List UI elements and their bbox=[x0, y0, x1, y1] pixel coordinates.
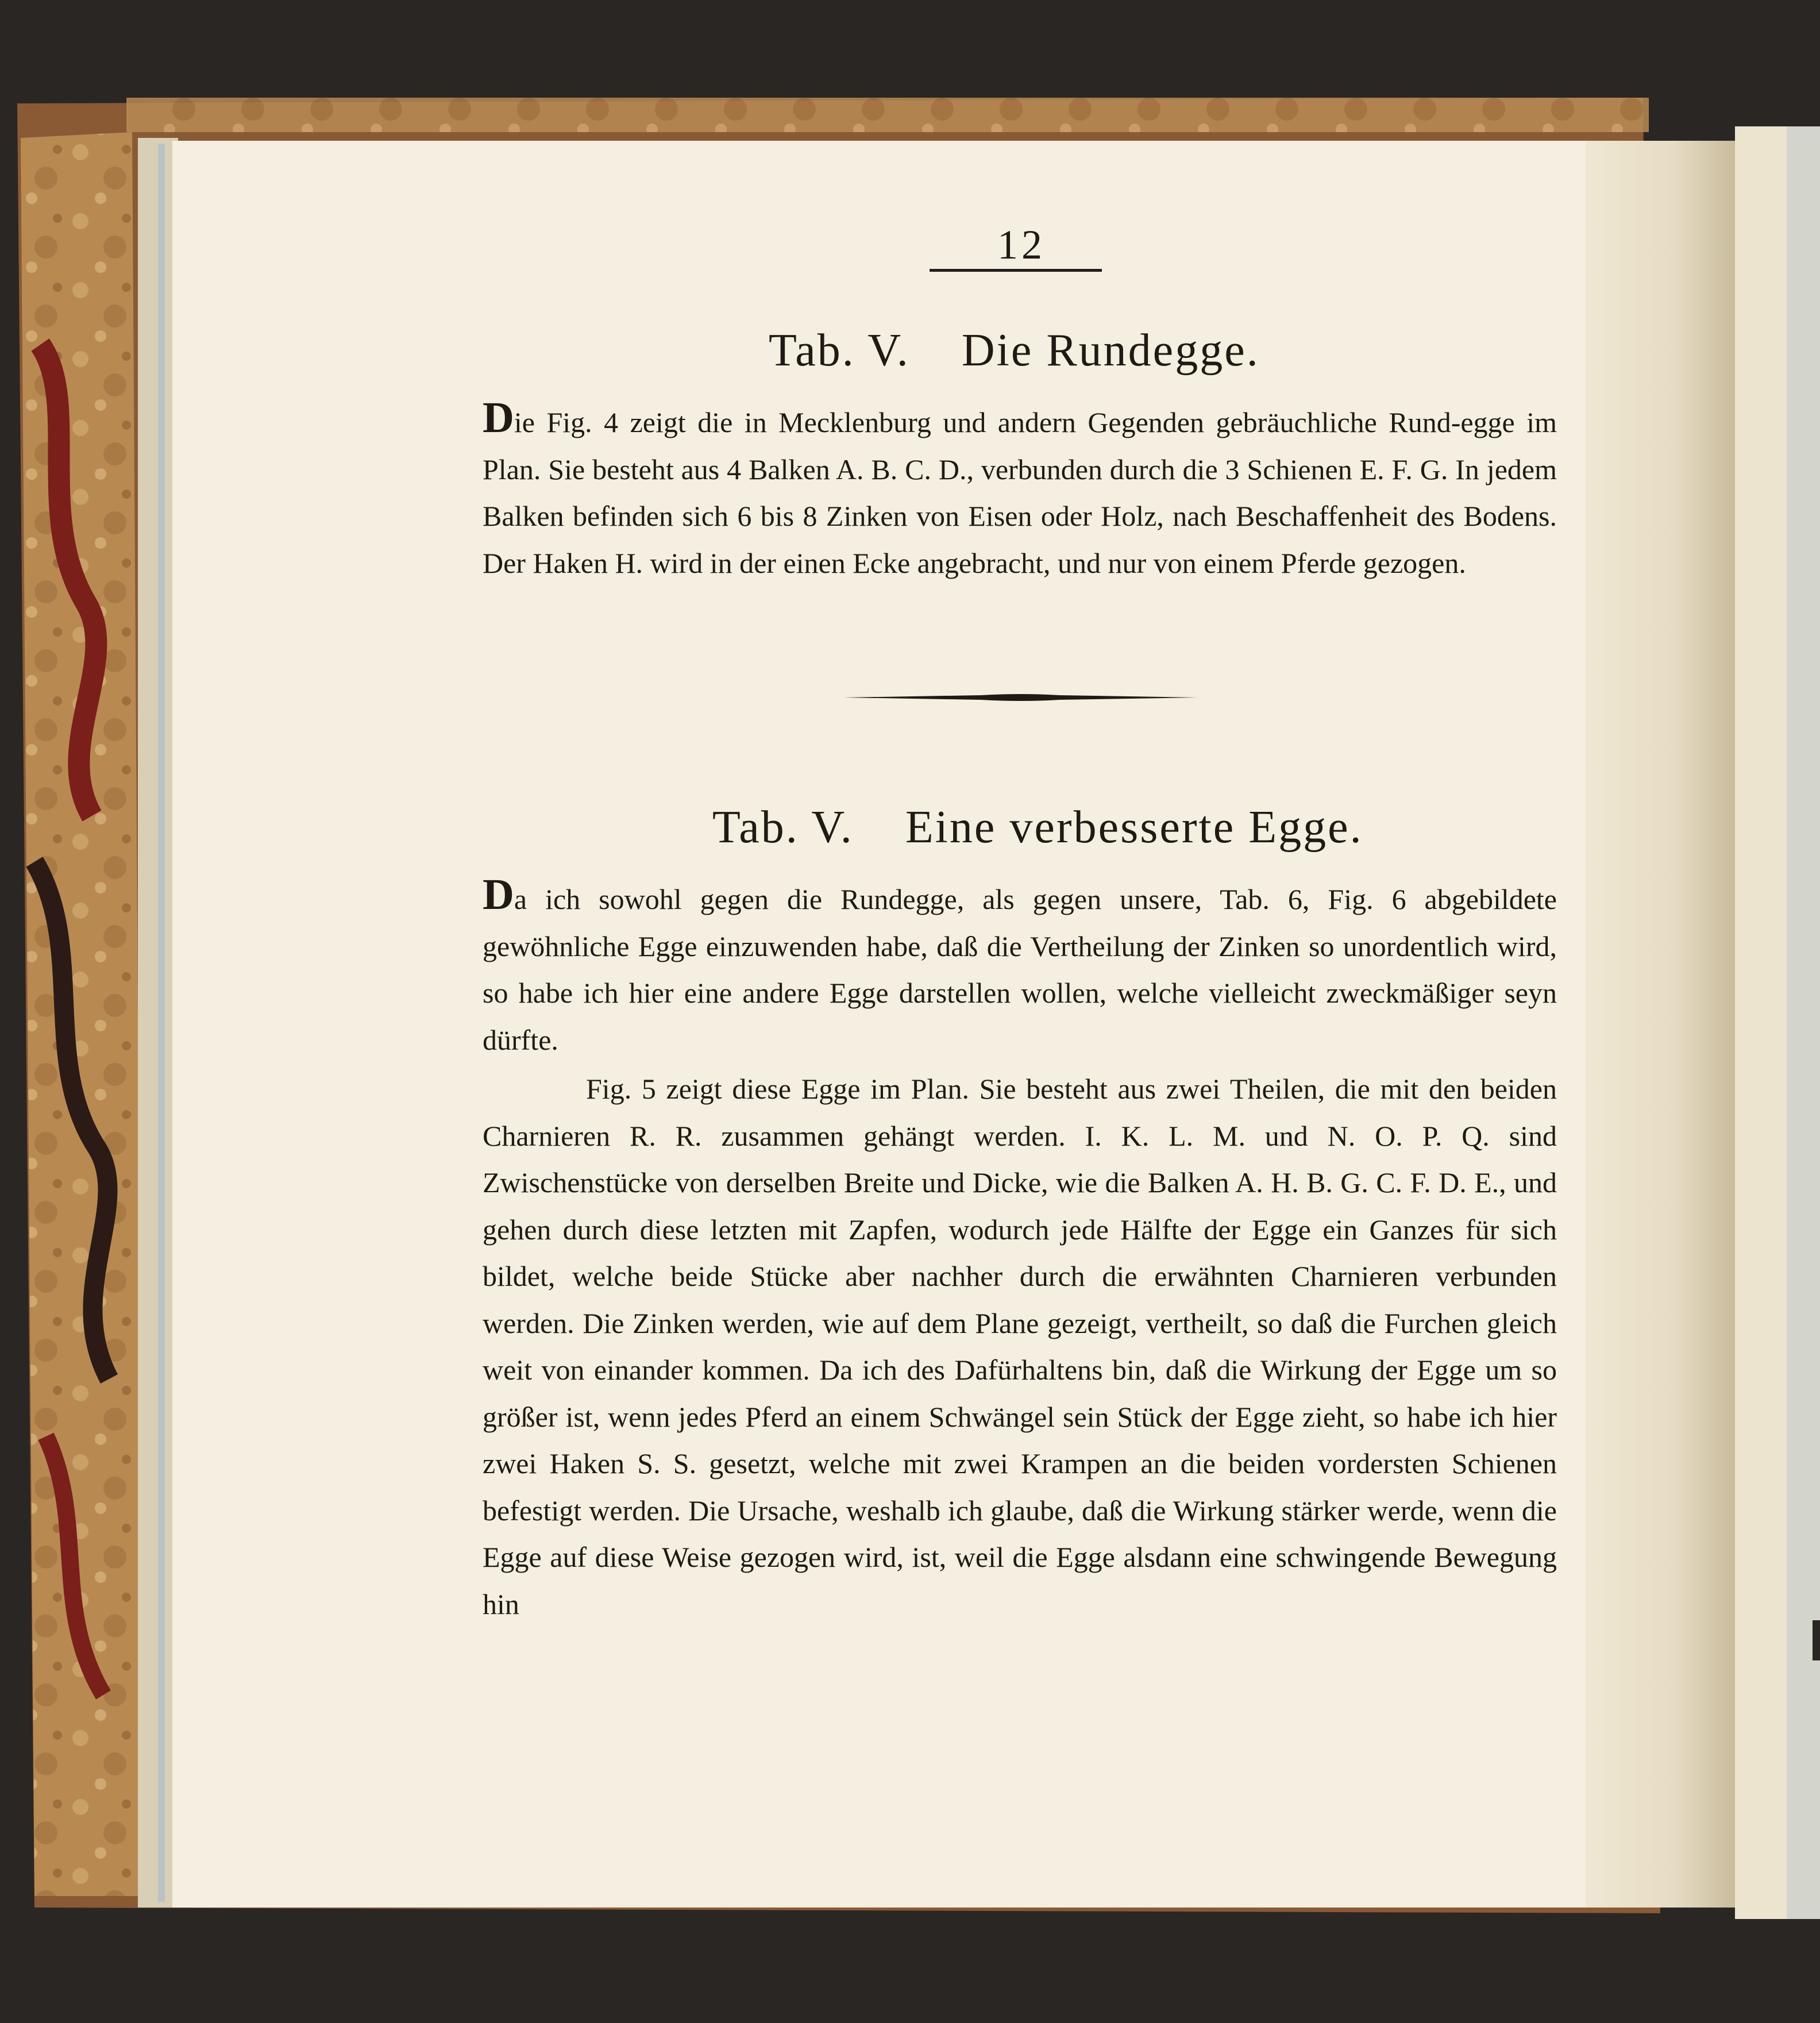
section1-heading-tab: Tab. V. bbox=[769, 325, 910, 376]
page-number-rule bbox=[930, 269, 1102, 272]
section1-heading bbox=[769, 325, 1260, 377]
section2-paragraph-1 bbox=[483, 870, 1557, 1063]
section-divider bbox=[843, 692, 1197, 703]
page-number: 12 bbox=[997, 222, 1046, 268]
section2-heading bbox=[712, 802, 1363, 854]
section2-paragraph-2 bbox=[483, 1066, 1557, 1628]
section1-text: ie Fig. 4 zeigt die in Mecklenburg und andern Gegenden gebräuchliche Rund-egge im Plan. Sie besteht aus 4 Balken A. B. C. D., verbunden durch die 3 Schienen E. F. G. In jedem Balken befinden sich 6 bis 8 Zinken von Eisen oder Holz, nach Beschaffenheit des Bodens. Der Haken H. wird in der einen Ecke angebracht, und nur von einem Pferde gezogen. bbox=[483, 406, 1557, 579]
section2-paragraph-2-text: Fig. 5 zeigt diese Egge im Plan. Sie besteht aus zwei Theilen, die mit den beiden Charnieren R. R. zusammen gehängt werden. I. K. L. M. und N. O. P. Q. sind Zwischenstücke von derselben Breite und Dicke, wie die Balken A. H. B. G. C. F. D. E., und gehen durch diese letzten mit Zapfen, wodurch jede Hälfte der Egge ein Ganzes für sich bildet, welche beide Stücke aber nachher durch die erwähnten Charnieren verbunden werden. Die Zinken werden, wie auf dem Plane gezeigt, vertheilt, so daß die Furchen gleich weit von einander kommen. Da ich des Dafürhaltens bin, daß die Wirkung der Egge um so größer ist, wenn jedes Pferd an einem Schwängel sein Stück der Egge zieht, so habe ich hier zwei Haken S. S. gesetzt, welche mit zwei Krampen an die beiden vordersten Schienen befestigt werden. Die Ursache, weshalb ich glaube, daß die Wirkung stärker werde, wenn die Egge auf diese Weise gezogen wird, ist, weil die Egge alsdann eine schwingende Bewegung hin bbox=[483, 1073, 1557, 1620]
section1-heading-title: Die Rundegge. bbox=[961, 325, 1260, 376]
section2-heading-tab: Tab. V. bbox=[712, 802, 854, 853]
section1-dropcap: D bbox=[483, 394, 514, 442]
section2-paragraph-1-text: a ich sowohl gegen die Rundegge, als gegen unsere, Tab. 6, Fig. 6 abgebildete gewöhnliche Egge einzuwenden habe, daß die Vertheilung der Zinken so unordentlich wird, so habe ich hier eine andere Egge darstellen wollen, welche vielleicht zweckmäßiger seyn dürfte. bbox=[483, 883, 1557, 1056]
section1-paragraph bbox=[483, 394, 1557, 587]
section2-heading-title: Eine verbesserte Egge. bbox=[905, 802, 1363, 853]
section2-dropcap: D bbox=[483, 870, 514, 919]
